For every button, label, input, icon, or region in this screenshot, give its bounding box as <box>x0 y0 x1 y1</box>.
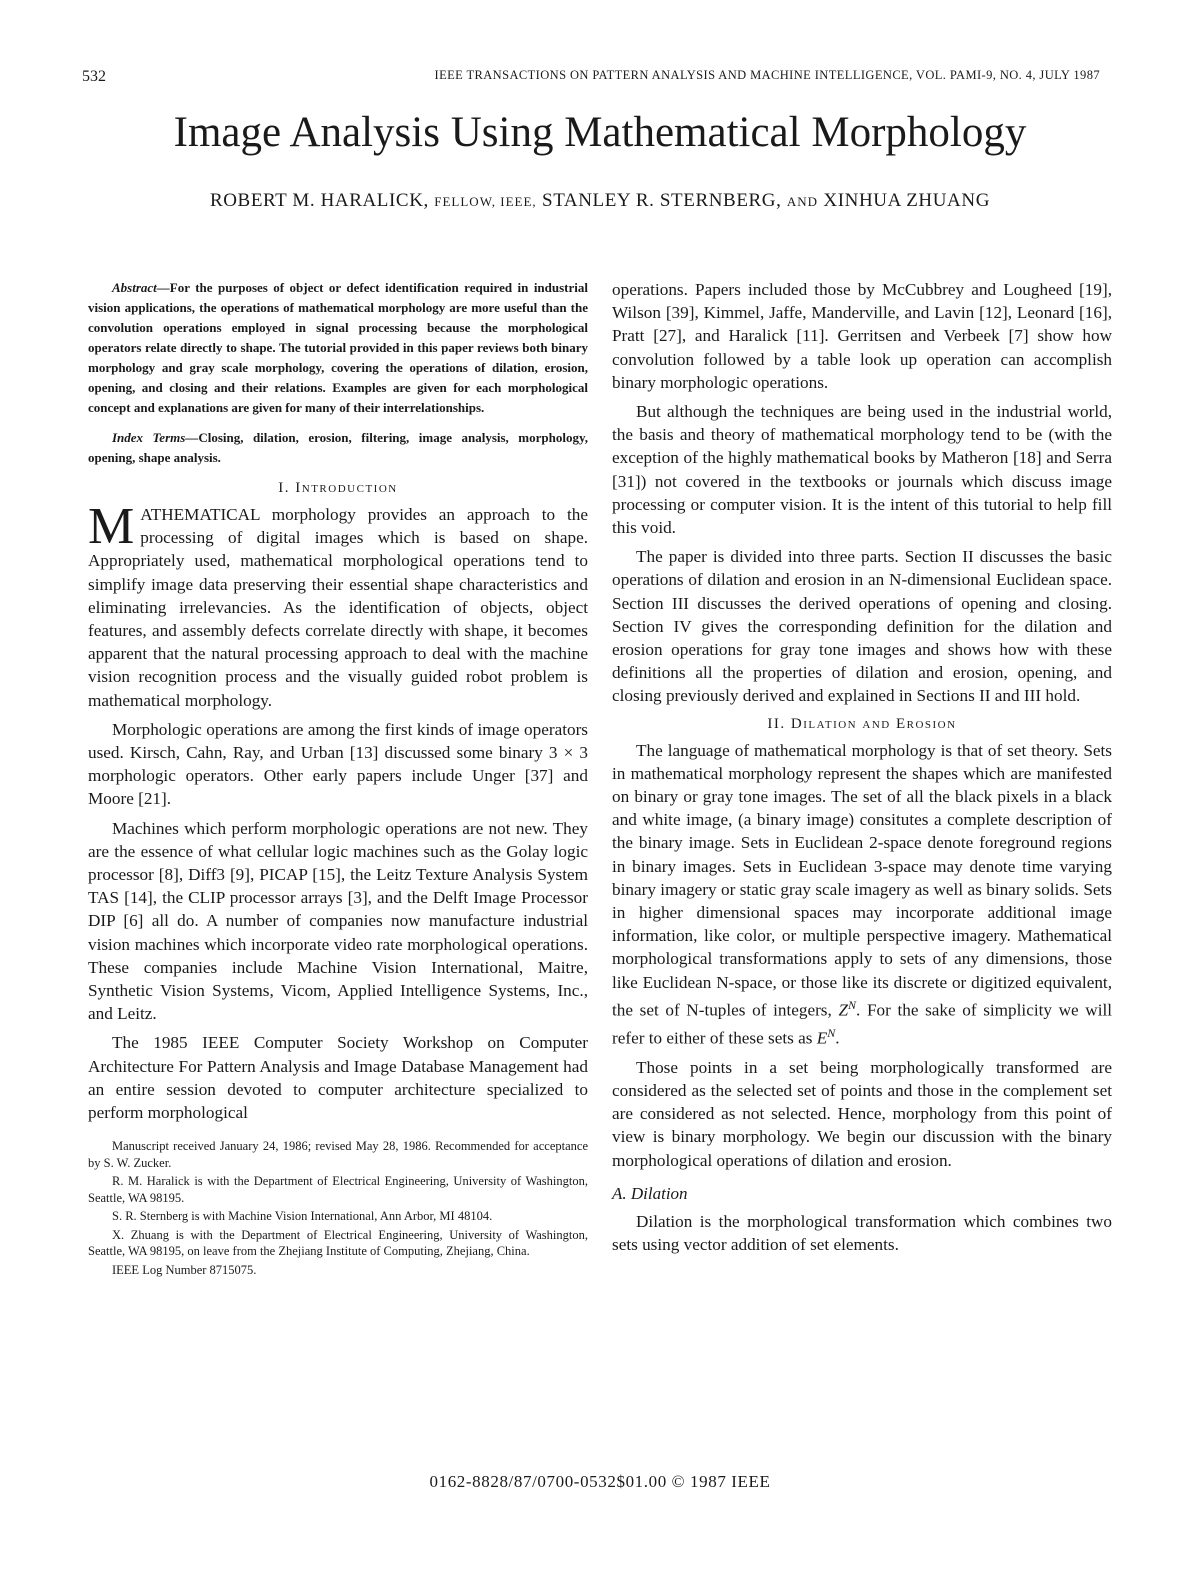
section-heading-introduction: I. Introduction <box>278 480 398 496</box>
set-e-superscript: N <box>827 1025 836 1040</box>
author-conjunction: AND <box>786 194 819 209</box>
author-haralick: ROBERT M. HARALICK, <box>209 190 429 211</box>
index-terms <box>88 428 588 468</box>
subsection-heading-dilation: A. Dilation <box>612 1183 688 1203</box>
intro-paragraph-3: Machines which perform morphologic operations are not new. They are the essence of what cellular logic machines such as the Golay logic processor [8], Diff3 [9], PICAP [15], the Leitz Texture Analysis System TAS [14], the CLIP processor arrays [3], and the Delft Image Processor DIP [6] all do. A number of companies now manufacture industrial vision machines which incorporate video rate morphological operations. These companies include Machine Vision International, Maitre, Synthetic Vision Systems, Vicom, Applied Intelligence Systems, Inc., and Leitz. <box>88 818 588 1024</box>
index-terms-lead: Index Terms— <box>112 430 199 445</box>
intro-paragraph-5: operations. Papers included those by McCubbrey and Lougheed [19], Wilson [39], Kimmel, Jaffe, Manderville, and Lavin [12], Leonard [16], Pratt [27], and Haralick [11]. Gerritsen and Verbeek [7] show how convolution followed by a table look up operation can accomplish binary morphologic operations. <box>612 280 1112 392</box>
page-number: 532 <box>82 68 106 85</box>
author-zhuang: XINHUA ZHUANG <box>823 190 991 211</box>
section2-paragraph-3: Dilation is the morphological transformation which combines two sets using vector addition of set elements. <box>612 1211 1112 1254</box>
paper-title: Image Analysis Using Mathematical Morphology <box>173 109 1027 156</box>
intro-paragraph-1 <box>88 498 588 712</box>
running-head <box>82 68 1100 92</box>
intro-paragraph-2: Morphologic operations are among the first kinds of image operators used. Kirsch, Cahn, Ray, and Urban [13] discussed some binary 3 × 3 morphologic operators. Other early papers include Unger [37] and Moore [21]. <box>88 719 588 809</box>
footnote-log-number: IEEE Log Number 8715075. <box>112 1262 257 1277</box>
section2-paragraph-1 <box>612 739 1112 1050</box>
intro-paragraph-7: The paper is divided into three parts. Section II discusses the basic operations of dilation and erosion in an N-dimensional Euclidean space. Section III discusses the derived operations of opening and closing. Section IV gives the corresponding definition for the dilation and erosion operations for gray tone images and shows how with these definitions all the properties of dilation and erosion, opening, and closing previously derived and explained in Sections II and III hold. <box>612 547 1112 706</box>
right-column <box>612 278 1112 1262</box>
copyright-line: 0162-8828/87/0700-0532$01.00 © 1987 IEEE <box>429 1472 771 1491</box>
abstract-lead: Abstract— <box>112 280 170 295</box>
journal-header: IEEE TRANSACTIONS ON PATTERN ANALYSIS AND MACHINE INTELLIGENCE, VOL. PAMI-9, NO. 4, JULY 1987 <box>434 68 1100 82</box>
section2-paragraph-1-tail: . For the sake of simplicity we will refer to either of these sets as <box>612 1000 1113 1048</box>
section2-paragraph-2: Those points in a set being morphologically transformed are considered as the selected set of points and those in the complement set are considered as not selected. Hence, morphology from this point of view is binary morphology. We begin our discussion with the binary morphological operations of dilation and erosion. <box>612 1057 1112 1170</box>
section2-paragraph-1-text: The language of mathematical morphology is that of set theory. Sets in mathematical morphology represent the shapes which are manifested on binary or gray tone images. The set of all the black pixels in a black and white image, (a binary image) consitutes a complete description of the binary image. Sets in Euclidean 2-space denote foreground regions in binary images. Sets in Euclidean 3-space may denote time varying binary imagery or static gray scale imagery as well as binary solids. Sets in higher dimensional spaces may incorporate additional image information, like color, or multiple perspective imagery. Mathematical morphological transformations apply to sets of any dimensions, those like Euclidean N-space, or those like its discrete or digitized equivalent, the set of N-tuples of integers, <box>612 740 1112 1020</box>
left-column <box>88 278 588 1280</box>
section2-paragraph-1-end: . <box>835 1028 840 1048</box>
abstract <box>88 278 588 418</box>
section-heading-dilation-erosion: II. Dilation and Erosion <box>767 715 957 732</box>
set-e-symbol: E <box>816 1028 828 1048</box>
intro-paragraph-1-text: ATHEMATICAL morphology provides an approach to the processing of digital images which is based on shape. Appropriately used, mathematical morphological operations tend to simplify image data preserving their essential shape characteristics and eliminating irrelevancies. As the identification of objects, object features, and assembly defects correlate directly with shape, it becomes apparent that the natural processing approach to deal with the machine vision recognition process and the visually guided robot problem is mathematical morphology. <box>88 505 588 710</box>
footnote-manuscript: Manuscript received January 24, 1986; revised May 28, 1986. Recommended for acceptance by S. W. Zucker. <box>88 1139 588 1170</box>
drop-cap: M <box>88 498 135 555</box>
author-line <box>0 190 1200 212</box>
set-z-symbol: Z <box>838 1000 848 1020</box>
abstract-text: For the purposes of object or defect identification required in industrial vision applications, the operations of mathematical morphology are more useful than the convolution operations employed in signal processing because the morphological operators relate directly to shape. The tutorial provided in this paper reviews both binary morphology and gray scale morphology, covering the operations of dilation, erosion, opening, and closing and their relations. Examples are given for each morphological concept and explanations are given for many of their interrelationships. <box>88 280 588 415</box>
footnote-zhuang: X. Zhuang is with the Department of Electrical Engineering, University of Washington, Seattle, WA 98195, on leave from the Zhejiang Institute of Computing, Zhejiang, China. <box>88 1227 588 1259</box>
intro-paragraph-4: The 1985 IEEE Computer Society Workshop on Computer Architecture For Pattern Analysis and Image Database Management had an entire session devoted to computer architecture specialized to perform morphological <box>88 1033 588 1123</box>
index-terms-text: Closing, dilation, erosion, filtering, image analysis, morphology, opening, shape analysis. <box>88 430 589 465</box>
footnote-sternberg: S. R. Sternberg is with Machine Vision International, Ann Arbor, MI 48104. <box>112 1209 493 1224</box>
intro-paragraph-6: But although the techniques are being used in the industrial world, the basis and theory of mathematical morphology tend to be (with the exception of the highly mathematical books by Matheron [18] and Serra [31]) not covered in the textbooks or journals which discuss image processing or computer vision. It is the intent of this tutorial to help fill this void. <box>612 402 1112 538</box>
set-z-superscript: N <box>848 997 857 1012</box>
footnotes <box>88 1138 588 1278</box>
author-haralick-title: FELLOW, IEEE, <box>434 194 537 209</box>
footnote-haralick: R. M. Haralick is with the Department of Electrical Engineering, University of Washington, Seattle, WA 98195. <box>88 1174 588 1205</box>
author-sternberg: STANLEY R. STERNBERG, <box>542 190 782 211</box>
